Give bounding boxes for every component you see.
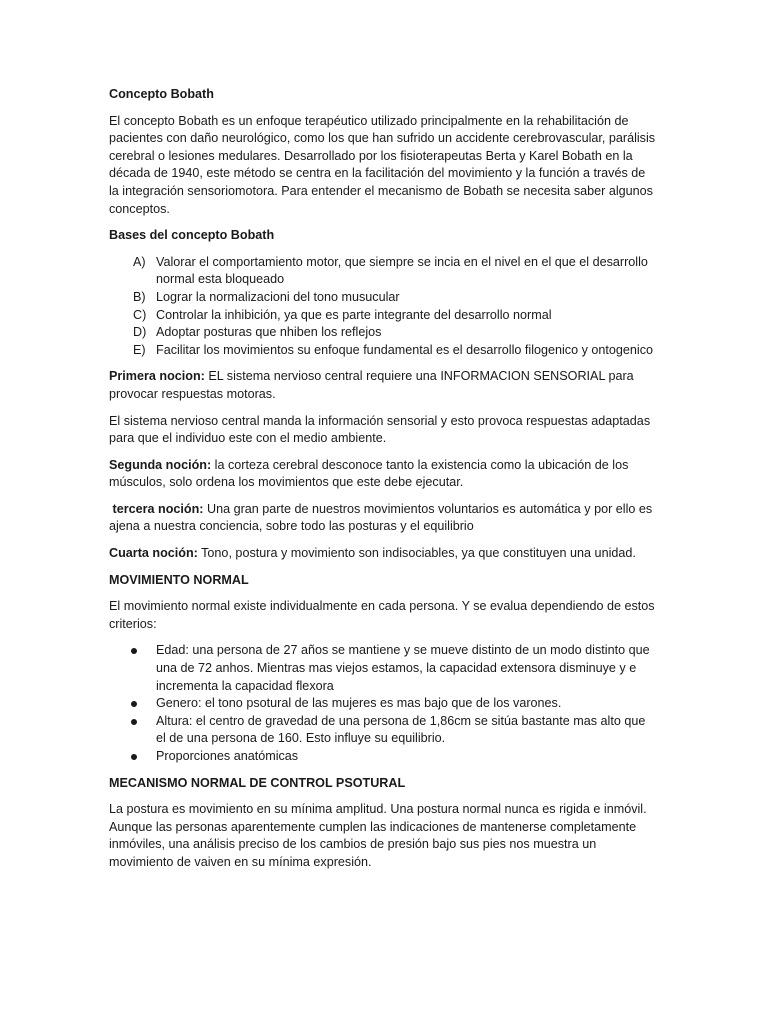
tercera-nocion: [109, 501, 658, 536]
bases-list: [109, 254, 658, 360]
list-item: [109, 324, 658, 342]
movimiento-intro: El movimiento normal existe individualmente en cada persona. Y se evalua dependiendo de estos criterios:: [109, 599, 655, 631]
intro-paragraph: El concepto Bobath es un enfoque terapéutico utilizado principalmente en la rehabilitación de pacientes con daño neurológico, como los que han sufrido un accidente cerebrovascular, parálisis cerebral o lesiones medulares. Desarrollado por los fisioterapeutas Berta y Karel Bobath en la década de 1940, este método se centra en la facilitación del movimiento y la función a través de la integración sensoriomotora. Para entender el mecanismo de Bobath se necesita saber algunos conceptos.: [109, 113, 656, 216]
list-item: [109, 289, 658, 307]
cuarta-nocion-text: Tono, postura y movimiento son indisociables, ya que constituyen una unidad.: [197, 546, 636, 561]
segunda-nocion-text: la corteza cerebral desconoce tanto la existencia como la ubicación de los músculos, solo ordena los movimientos que este debe ejecutar.: [109, 457, 629, 490]
list-item: [109, 342, 658, 360]
mecanismo-heading: MECANISMO NORMAL DE CONTROL PSOTURAL: [109, 775, 406, 790]
list-item-text: Genero: el tono psotural de las mujeres es mas bajo que de los varones.: [156, 696, 562, 711]
list-marker: E): [133, 342, 146, 357]
list-marker: C): [133, 307, 147, 322]
segunda-nocion: [109, 457, 658, 492]
list-item-text: Controlar la inhibición, ya que es parte integrante del desarrollo normal: [156, 307, 552, 322]
sistema-paragraph: El sistema nervioso central manda la información sensorial y esto provoca respuestas adaptadas para que el individuo este con el medio ambiente.: [109, 413, 651, 446]
bullet-icon: [131, 719, 137, 725]
primera-nocion-text: EL sistema nervioso central requiere una INFORMACION SENSORIAL para provocar respuestas motoras.: [109, 369, 634, 401]
list-item: [109, 642, 658, 695]
segunda-nocion-label: Segunda noción:: [109, 457, 212, 472]
list-marker: B): [133, 289, 146, 304]
list-marker: D): [133, 325, 147, 340]
bullet-icon: [131, 648, 137, 654]
list-item-text: Edad: una persona de 27 años se mantiene y se mueve distinto de un modo distinto que una de 72 anhos. Mientras mas viejos estamos, la capacidad extensora disminuye y e incrementa la capacidad flexora: [156, 643, 650, 693]
tercera-nocion-text: Una gran parte de nuestros movimientos voluntarios es automática y por ello es ajena a nuestra conciencia, sobre todo las posturas y el equilibrio: [109, 501, 653, 534]
list-item: [109, 695, 658, 713]
list-item-text: Altura: el centro de gravedad de una persona de 1,86cm se sitúa bastante mas alto que el de una persona de 160. Esto influye su equilibrio.: [156, 713, 646, 746]
primera-nocion-label: Primera nocion:: [109, 369, 205, 384]
mecanismo-paragraph: La postura es movimiento en su mínima amplitud. Una postura normal nunca es rigida e inmóvil. Aunque las personas aparentemente cumplen las indicaciones de mantenerse completamente inmóviles, una análisis preciso de los cambios de presión bajo sus pies nos muestra un movimiento de vaiven en su mínima expresión.: [109, 802, 647, 869]
criterios-list: [109, 642, 658, 765]
list-item-text: Adoptar posturas que nhiben los reflejos: [156, 325, 382, 340]
list-marker: A): [133, 254, 146, 269]
bases-heading: Bases del concepto Bobath: [109, 228, 275, 243]
tercera-nocion-label: tercera noción:: [109, 501, 204, 516]
cuarta-nocion-label: Cuarta noción:: [109, 546, 198, 561]
list-item-text: Proporciones anatómicas: [156, 749, 299, 763]
bullet-icon: [131, 701, 137, 707]
list-item: [109, 307, 658, 325]
list-item-text: Lograr la normalizacioni del tono musucular: [156, 289, 400, 304]
list-item-text: Facilitar los movimientos su enfoque fundamental es el desarrollo filogenico y ontogenico: [156, 342, 654, 357]
cuarta-nocion: [109, 545, 658, 563]
list-item: [109, 748, 658, 766]
list-item: [109, 713, 658, 748]
primera-nocion: [109, 368, 658, 403]
document-title: Concepto Bobath: [109, 87, 214, 101]
bullet-icon: [131, 754, 137, 760]
movimiento-heading: MOVIMIENTO NORMAL: [109, 572, 249, 587]
list-item: [109, 254, 658, 289]
list-item-text: Valorar el comportamiento motor, que siempre se incia en el nivel en el que el desarrollo normal esta bloqueado: [156, 254, 648, 287]
